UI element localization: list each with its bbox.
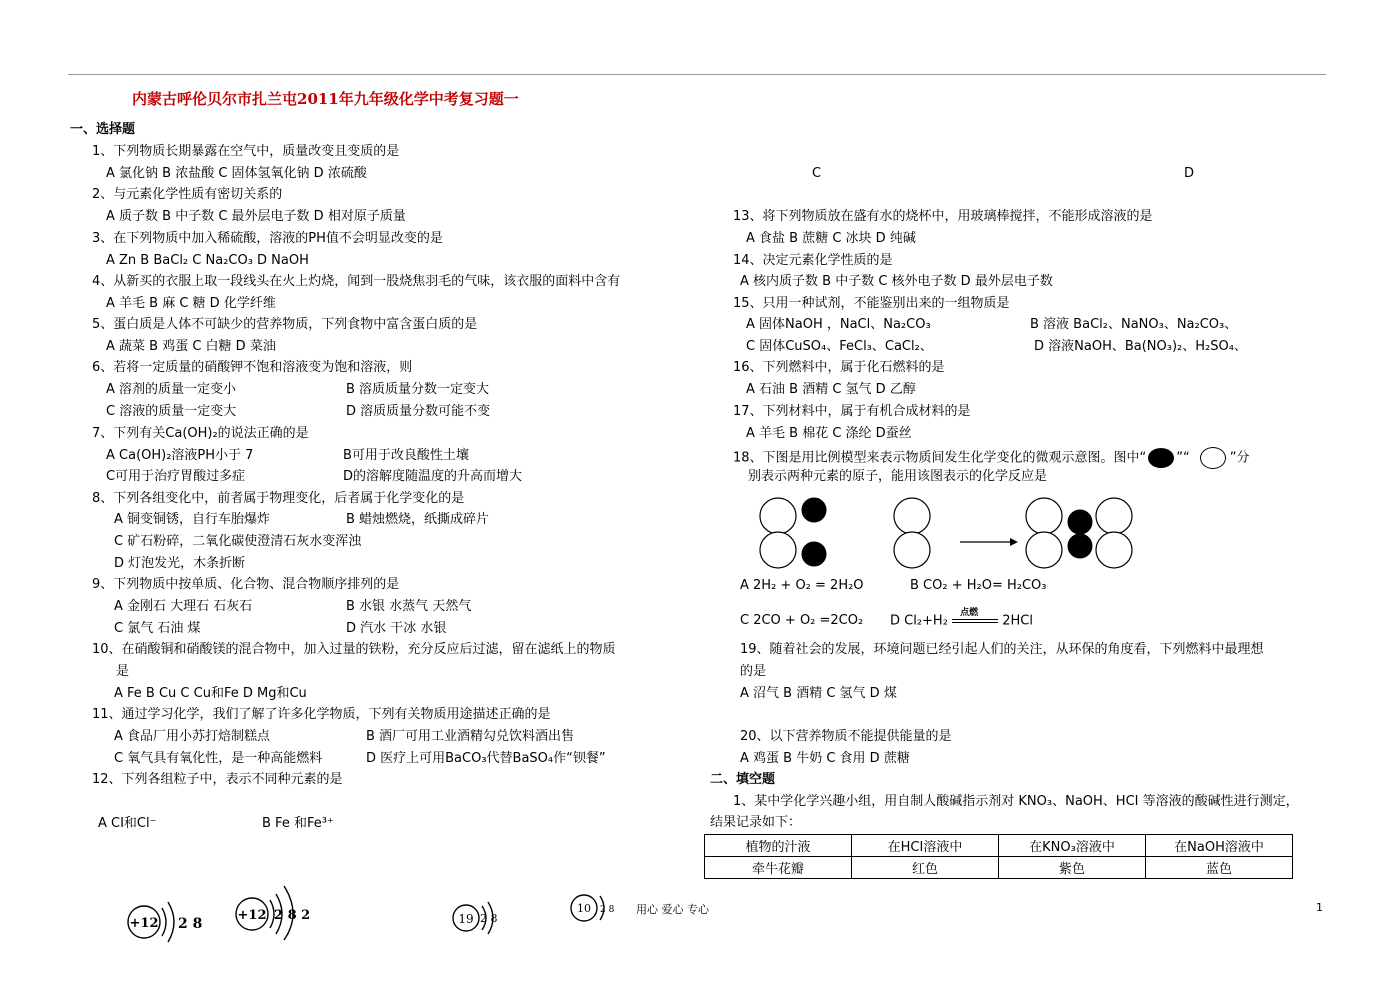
table-cell: 红色 xyxy=(852,857,999,879)
options-4: A 羊毛 B 麻 C 糖 D 化学纤维 xyxy=(106,296,276,311)
fill-question-1-cont: 结果记录如下： xyxy=(710,815,802,830)
section-heading-fill: 二、填空题 xyxy=(710,772,776,787)
option-7a: A Ca(OH)₂溶液PH小于 7 xyxy=(106,448,254,463)
option-11b: B 酒厂可用工业酒精勾兑饮料酒出售 xyxy=(366,729,575,744)
options-20: A 鸡蛋 B 牛奶 C 食用 D 蔗糖 xyxy=(740,751,910,766)
question-19: 19、随着社会的发展，环境问题已经引起人们的关注，从环保的角度看，下列燃料中最理想 xyxy=(740,642,1264,657)
question-14: 14、决定元素化学性质的是 xyxy=(733,253,893,268)
question-1: 1、下列物质长期暴露在空气中，质量改变且变质的是 xyxy=(92,144,400,159)
table-header-cell: 植物的汁液 xyxy=(705,835,852,857)
atom-diagram-mg2 xyxy=(230,880,320,940)
option-11c: C 氧气具有氧化性，是一种高能燃料 xyxy=(114,751,323,766)
table-cell: 牵牛花瓣 xyxy=(705,857,852,879)
atom-shell-label: 2 8 2 xyxy=(274,908,311,923)
question-10: 10、在硝酸铜和硝酸镁的混合物中，加入过量的铁粉，充分反应后过滤，留在滤纸上的物质 xyxy=(92,642,616,657)
option-12a: A CI和Cl⁻ xyxy=(98,816,157,831)
option-15c: C 固体CuSO₄、FeCl₃、CaCl₂、 xyxy=(746,339,933,354)
option-8c: C 矿石粉碎，二氧化碳使澄清石灰水变浑浊 xyxy=(114,534,362,549)
table-cell: 紫色 xyxy=(999,857,1146,879)
options-10: A Fe B Cu C Cu和Fe D Mg和Cu xyxy=(114,686,307,701)
question-20: 20、以下营养物质不能提供能量的是 xyxy=(740,729,952,744)
reaction-diagram xyxy=(758,494,1138,574)
options-19: A 沼气 B 酒精 C 氢气 D 煤 xyxy=(740,686,897,701)
option-9b: B 水银 水蒸气 天然气 xyxy=(346,599,472,614)
option-6a: A 溶剂的质量一定变小 xyxy=(106,382,237,397)
option-15b: B 溶液 BaCl₂、NaNO₃、Na₂CO₃、 xyxy=(1030,317,1238,332)
page-title: 内蒙古呼伦贝尔市扎兰屯2011年九年级化学中考复习题一 xyxy=(132,90,519,108)
question-18-text: 18、下图是用比例模型来表示物质间发生化学变化的微观示意图。图中“ xyxy=(733,450,1147,466)
option-6c: C 溶液的质量一定变大 xyxy=(106,404,237,419)
option-8a: A 铜变铜锈，自行车胎爆炸 xyxy=(114,512,271,527)
dark-atom-icon xyxy=(1148,448,1174,468)
indicator-table xyxy=(704,834,1293,879)
option-15a: A 固体NaOH ，NaCl、Na₂CO₃ xyxy=(746,317,931,332)
options-13: A 食盐 B 蔗糖 C 冰块 D 纯碱 xyxy=(746,231,916,246)
option-7b: B可用于改良酸性土壤 xyxy=(343,448,469,463)
option-9c: C 氯气 石油 煤 xyxy=(114,621,201,636)
page-number: 1 xyxy=(1316,901,1323,914)
question-16: 16、下列燃料中，属于化石燃料的是 xyxy=(733,360,945,375)
option-12b: B Fe 和Fe³⁺ xyxy=(262,816,334,831)
question-3: 3、在下列物质中加入稀硫酸，溶液的PH值不会明显改变的是 xyxy=(92,231,443,246)
question-13: 13、将下列物质放在盛有水的烧杯中，用玻璃棒搅拌，不能形成溶液的是 xyxy=(733,209,1153,224)
question-8: 8、下列各组变化中，前者属于物理变化，后者属于化学变化的是 xyxy=(92,491,465,506)
options-16: A 石油 B 酒精 C 氢气 D 乙醇 xyxy=(746,382,916,397)
ignition-equals xyxy=(952,608,998,630)
table-cell: 蓝色 xyxy=(1146,857,1293,879)
options-5: A 蔬菜 B 鸡蛋 C 白糖 D 菜油 xyxy=(106,339,276,354)
options-3: A Zn B BaCl₂ C Na₂CO₃ D NaOH xyxy=(106,253,309,268)
question-12: 12、下列各组粒子中，表示不同种元素的是 xyxy=(92,772,343,787)
atom-diagram-ne xyxy=(570,890,630,930)
option-7d: D的溶解度随温度的升高而增大 xyxy=(343,469,523,484)
fill-question-1: 1、某中学化学兴趣小组，用自制人酸碱指示剂对 KNO₃、NaOH、HCI 等溶液的酸碱性进行测定， xyxy=(733,794,1299,809)
option-11d: D 医疗上可用BaCO₃代替BaSO₄作“钡餐” xyxy=(366,751,606,766)
question-4: 4、从新买的衣服上取一段线头在火上灼烧，闻到一股烧焦羽毛的气味，该衣服的面料中含有 xyxy=(92,274,621,289)
options-2: A 质子数 B 中子数 C 最外层电子数 D 相对原子质量 xyxy=(106,209,406,224)
question-17: 17、下列材料中，属于有机合成材料的是 xyxy=(733,404,971,419)
options-17: A 羊毛 B 棉花 C 涤纶 D蚕丝 xyxy=(746,426,912,441)
option-12c-label: C xyxy=(812,166,822,181)
option-18a: A 2H₂ + O₂ = 2H₂O xyxy=(740,578,864,593)
question-11: 11、通过学习化学，我们了解了许多化学物质，下列有关物质用途描述正确的是 xyxy=(92,707,551,722)
option-18c: C 2CO + O₂ =2CO₂ xyxy=(740,613,864,628)
question-9: 9、下列物质中按单质、化合物、混合物顺序排列的是 xyxy=(92,577,400,592)
section-heading-choice: 一、选择题 xyxy=(70,122,136,137)
option-18b: B CO₂ + H₂O= H₂CO₃ xyxy=(910,578,1047,593)
table-header-cell: 在HCI溶液中 xyxy=(852,835,999,857)
option-6d: D 溶质质量分数可能不变 xyxy=(346,404,491,419)
options-1: A 氯化钠 B 浓盐酸 C 固体氢氧化钠 D 浓硫酸 xyxy=(106,166,367,181)
atom-shell-label: 2 8 xyxy=(178,916,203,932)
question-19-cont: 的是 xyxy=(740,664,767,679)
option-12d-label: D xyxy=(1184,166,1195,181)
option-11a: A 食品厂用小苏打焙制糕点 xyxy=(114,729,271,744)
ignition-label: 点燃 xyxy=(960,608,979,618)
question-5: 5、蛋白质是人体不可缺少的营养物质，下列食物中富含蛋白质的是 xyxy=(92,317,478,332)
atom-nucleus-label: +12 xyxy=(129,916,159,931)
atom-diagram-mg xyxy=(122,890,202,950)
option-18d-left: D Cl₂+H₂ xyxy=(890,613,948,629)
option-8d: D 灯泡发光，木条折断 xyxy=(114,556,246,571)
header-rule xyxy=(68,74,1326,75)
option-9d: D 汽水 干冰 水银 xyxy=(346,621,447,636)
atom-shell-label: 2 8 xyxy=(480,912,498,925)
footer-motto: 用心 爱心 专心 xyxy=(636,903,709,916)
table-header-cell: 在NaOH溶液中 xyxy=(1146,835,1293,857)
question-10-cont: 是 xyxy=(116,664,130,679)
option-18d-right: 2HCl xyxy=(1002,613,1033,629)
option-18d xyxy=(890,608,1033,631)
option-7c: C可用于治疗胃酸过多症 xyxy=(106,469,246,484)
option-9a: A 金刚石 大理石 石灰石 xyxy=(114,599,253,614)
question-2: 2、与元素化学性质有密切关系的 xyxy=(92,187,283,202)
atom-nucleus-label: 19 xyxy=(458,912,474,926)
atom-nucleus-label: 10 xyxy=(577,902,591,915)
table-row xyxy=(705,857,1293,879)
question-6: 6、若将一定质量的硝酸钾不饱和溶液变为饱和溶液，则 xyxy=(92,360,413,375)
atom-shell-label: 2 8 xyxy=(600,905,615,915)
question-18-end: ”分 xyxy=(1229,450,1250,466)
table-header-cell: 在KNO₃溶液中 xyxy=(999,835,1146,857)
atom-diagram-k xyxy=(450,898,510,948)
option-8b: B 蜡烛燃烧，纸撕成碎片 xyxy=(346,512,490,527)
atom-nucleus-label: +12 xyxy=(237,908,267,923)
option-15d: D 溶液NaOH、Ba(NO₃)₂、H₂SO₄、 xyxy=(1034,339,1247,354)
question-7: 7、下列有关Ca(OH)₂的说法正确的是 xyxy=(92,426,309,441)
question-15: 15、只用一种试剂，不能鉴别出来的一组物质是 xyxy=(733,296,1010,311)
options-14: A 核内质子数 B 中子数 C 核外电子数 D 最外层电子数 xyxy=(740,274,1053,289)
question-18 xyxy=(733,447,1250,469)
option-6b: B 溶质质量分数一定变大 xyxy=(346,382,490,397)
question-18-quote: ”“ xyxy=(1176,450,1190,466)
question-18-cont: 别表示两种元素的原子，能用该图表示的化学反应是 xyxy=(748,469,1048,484)
table-header-row xyxy=(705,835,1293,857)
light-atom-icon xyxy=(1200,447,1226,469)
